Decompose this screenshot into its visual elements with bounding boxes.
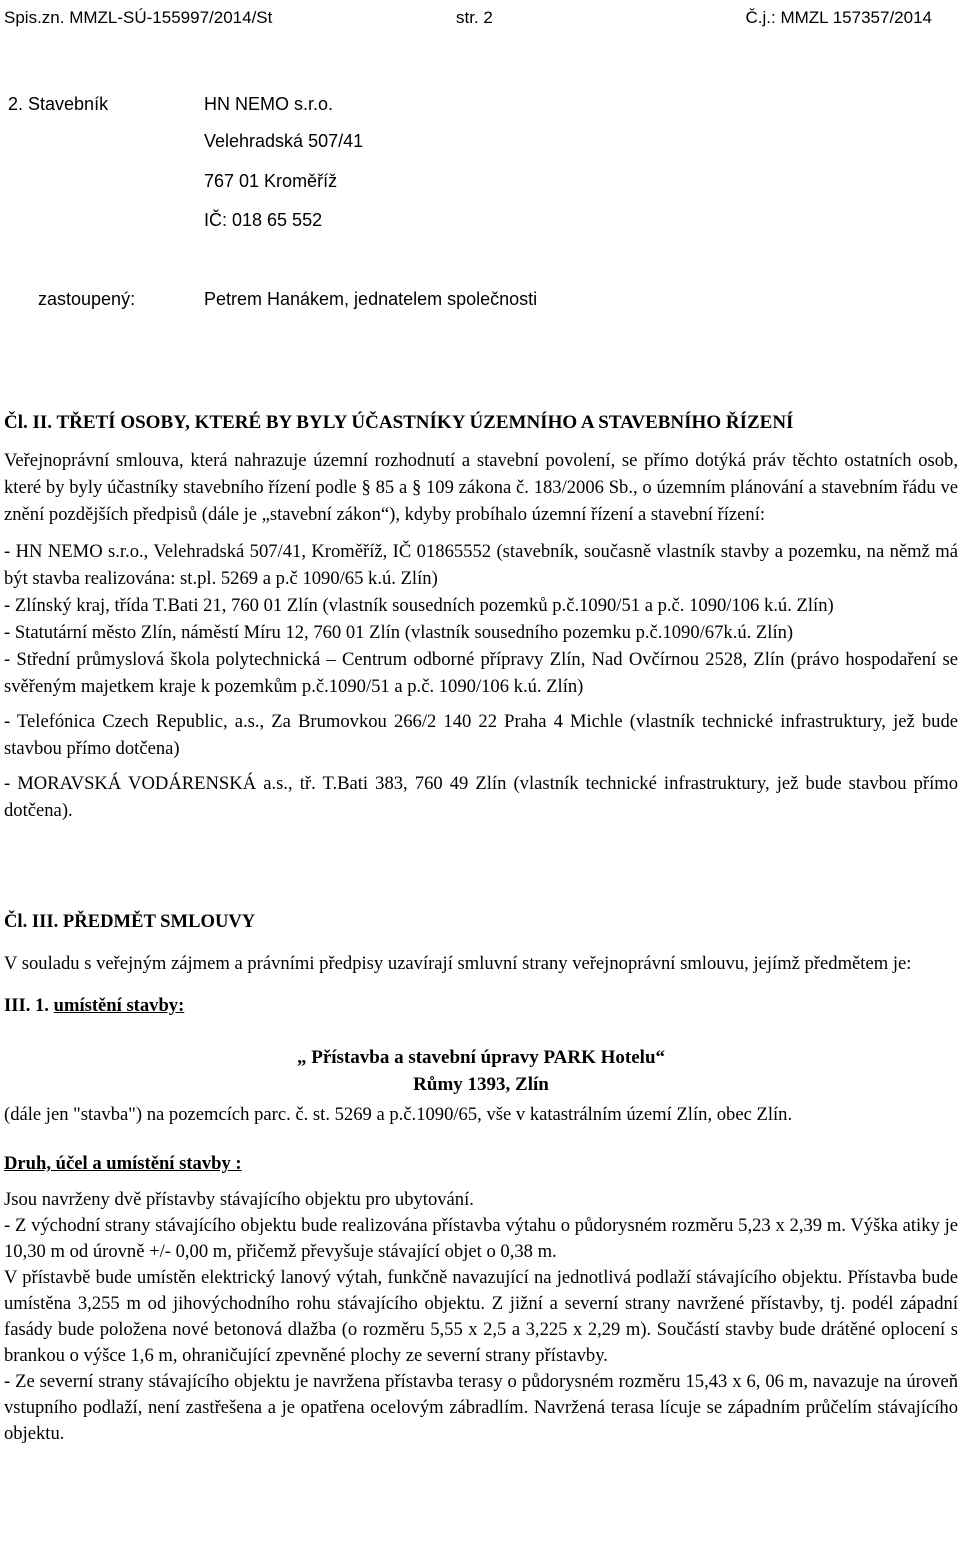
subsection-heading (4, 992, 958, 1019)
description-paragraph: V přístavbě bude umístěn elektrický lanový výtah, funkčně navazující na jednotlivá podlaží stávajícího objektu. Přístavba bude umístěna 3,255 m od jihovýchodního rohu stávajícího objektu. Z jižní a severní strany navržené přístavby, tj. podél západní fasády bude položena nové betonová dlažba (o rozměru 5,55 x 2,5 a 3,225 x 2,29 m). Součástí stavby bude drátěné oplocení s brankou o výšce 1,6 m, ohraničující zpevněné plochy ze severní strany přístavby. (4, 1267, 958, 1366)
builder-street: Velehradská 507/41 (204, 131, 364, 151)
page-number: str. 2 (456, 8, 493, 27)
building-address: Růmy 1393, Zlín (413, 1074, 549, 1095)
page-header (4, 4, 932, 30)
builder-city: 767 01 Kroměříž (204, 171, 338, 191)
party-item: - Telefónica Czech Republic, a.s., Za Brumovkou 266/2 140 22 Praha 4 Michle (vlastník technické infrastruktury, jež bude stavbou přímo dotčena) (4, 711, 958, 759)
party-item: - HN NEMO s.r.o., Velehradská 507/41, Kroměříž, IČ 01865552 (stavebník, současně vlastník stavby a pozemku, na němž má být stavba realizována: st.pl. 5269 a p.č 1090/65 k.ú. Zlín) (4, 541, 958, 589)
party-item: - Statutární město Zlín, náměstí Míru 12, 760 01 Zlín (vlastník sousedního pozemku p.č.1090/67k.ú. Zlín) (4, 622, 794, 643)
builder-name: HN NEMO s.r.o. (204, 94, 334, 114)
representative-value: Petrem Hanákem, jednatelem společnosti (204, 289, 538, 309)
builder-label: 2. Stavebník (8, 94, 109, 114)
subsection-title: umístění stavby: (53, 995, 185, 1016)
description-paragraph: Jsou navrženy dvě přístavby stávajícího objektu pro ubytování. (4, 1189, 474, 1210)
party-item: - Zlínský kraj, třída T.Bati 21, 760 01 Zlín (vlastník sousedních pozemků p.č.1090/51 a p.č. 1090/106 k.ú. Zlín) (4, 595, 834, 616)
section-3-title: PŘEDMĚT SMLOUVY (62, 911, 256, 932)
party-item: - MORAVSKÁ VODÁRENSKÁ a.s., tř. T.Bati 383, 760 49 Zlín (vlastník technické infrastruktury, jež bude stavbou přímo dotčena). (4, 773, 958, 821)
builder-ic: IČ: 018 65 552 (204, 210, 323, 230)
party-item: - Střední průmyslová škola polytechnická – Centrum odborné přípravy Zlín, Nad Ovčírnou 2528, Zlín (právo hospodaření se svěřeným majetkem kraje k pozemkům p.č.1090/51 a p.č. 1090/106 k.ú. Zlín) (4, 649, 958, 697)
section-2-heading: Čl. II. TŘETÍ OSOBY, KTERÉ BY BYLY ÚČASTNÍKY ÚZEMNÍHO A STAVEBNÍHO ŘÍZENÍ (4, 412, 794, 433)
subsection-number: III. 1. (4, 995, 54, 1016)
description-paragraph: - Z východní strany stávajícího objektu bude realizována přístavba výtahu o půdorysném rozměru 5,23 x 2,39 m. Výška atiky je 10,30 m od úrovně +/- 0,00 m, přičemž převyšuje stávající objet o 0,38 m. (4, 1215, 958, 1262)
kind-heading: Druh, účel a umístění stavby : (4, 1153, 242, 1174)
representative-label: zastoupený: (38, 289, 136, 309)
section-3-intro: V souladu s veřejným zájmem a právními předpisy uzavírají smluvní strany veřejnoprávní smlouvu, jejímž předmětem je: (4, 953, 912, 974)
building-location: (dále jen "stavba") na pozemcích parc. č. st. 5269 a p.č.1090/65, vše v katastrálním území Zlín, obec Zlín. (4, 1104, 793, 1125)
description-paragraph: - Ze severní strany stávajícího objektu je navržena přístavba terasy o půdorysném rozměru 15,43 x 6, 06 m, navazuje na úroveň vstupního podlaží, není zastřešena a je opatřena ocelovým zábradlím. Navržená terasa lícuje se západním průčelím stávajícího objektu. (4, 1371, 958, 1444)
section-2 (4, 409, 958, 824)
building-title: „ Přístavba a stavební úpravy PARK Hotelu“ (296, 1047, 666, 1068)
section-2-intro: Veřejnoprávní smlouva, která nahrazuje územní rozhodnutí a stavební povolení, se přímo dotýká práv těchto ostatních osob, které by byly účastníky stavebního řízení podle § 85 a § 109 zákona č. 183/2006 Sb., o územním plánování a stavebním řádu ve znění pozdějších předpisů (dále je „stavební zákon“), kdyby probíhalo územní řízení a stavební řízení: (4, 450, 958, 525)
case-number: Č.j.: MMZL 157357/2014 (745, 8, 932, 27)
section-3 (4, 908, 958, 1447)
file-reference: Spis.zn. MMZL-SÚ-155997/2014/St (4, 8, 273, 27)
section-3-heading (4, 908, 958, 935)
section-3-number: Čl. III. (4, 911, 63, 932)
